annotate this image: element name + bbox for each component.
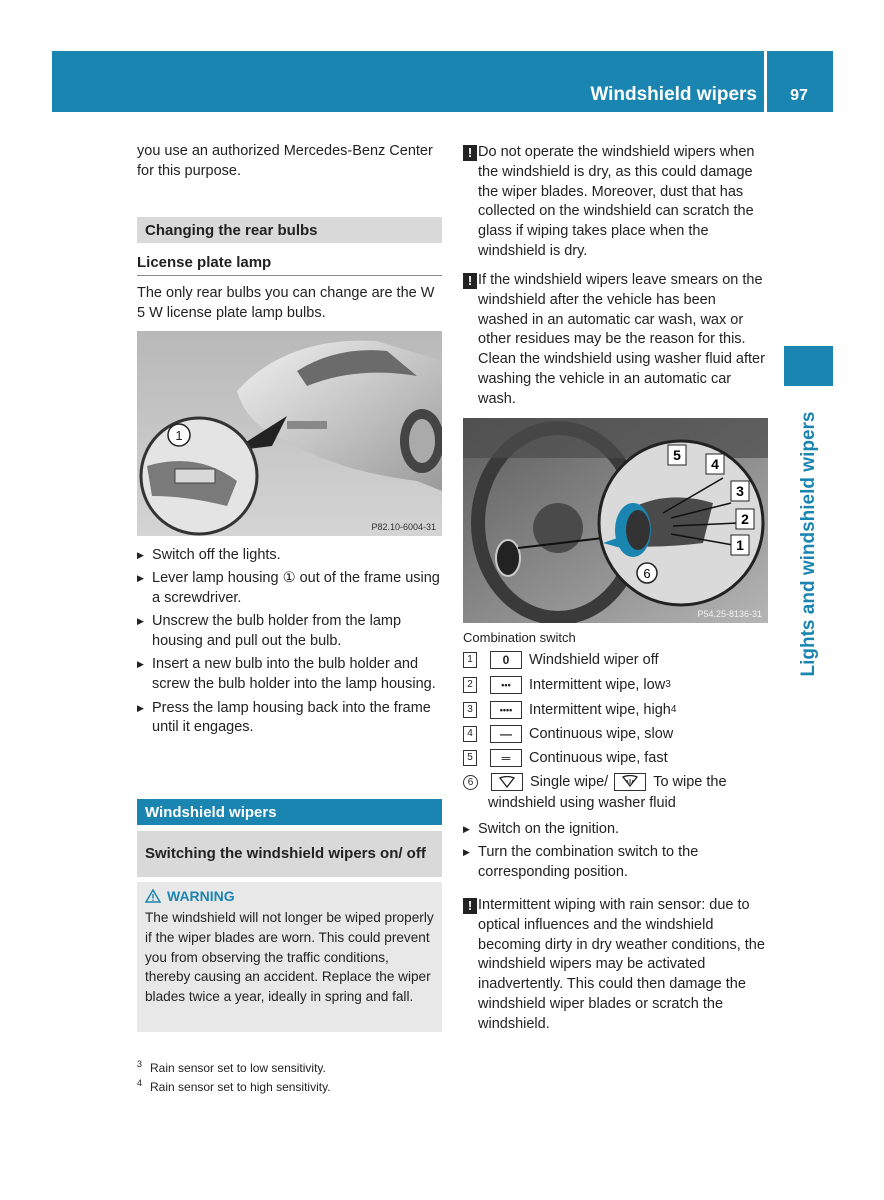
list-item: ▶ Turn the combination switch to the corresponding position. <box>463 843 769 883</box>
footnote-text: Rain sensor set to high sensitivity. <box>150 1080 331 1094</box>
list-item: ▶ Press the lamp housing back into the frame until it engages. <box>137 699 442 739</box>
item-label: Windshield wiper off <box>529 652 659 668</box>
item-number: 1 <box>463 652 477 668</box>
illustration-callout-1: 1 <box>175 428 183 443</box>
note-dry-windshield <box>463 143 769 262</box>
item-label: Intermittent wipe, high <box>529 702 671 718</box>
item-number: 6 <box>463 775 478 790</box>
combination-switch-illustration <box>463 418 768 623</box>
footnote-mark: 4 <box>137 1078 143 1088</box>
intermittent-low-icon: ••• <box>490 676 522 694</box>
image-code-right: P54.25-8136-31 <box>697 609 762 619</box>
warning-box <box>137 882 442 1032</box>
list-item: ▶ Lever lamp housing ① out of the frame using a screwdriver. <box>137 569 442 609</box>
list-item: ▶ Unscrew the bulb holder from the lamp housing and pull out the bulb. <box>137 612 442 652</box>
switch-item-1 <box>463 650 659 670</box>
item-label-c: windshield using washer fluid <box>488 795 676 811</box>
callout-2: 2 <box>741 511 749 527</box>
switch-steps <box>463 820 769 886</box>
footnote-3 <box>137 1056 326 1076</box>
item-label-b: To wipe the <box>653 774 727 790</box>
note-rain-sensor <box>463 896 769 1035</box>
list-item: ▶ Switch on the ignition. <box>463 820 769 840</box>
footnote-ref: 3 <box>665 679 671 690</box>
exclamation-icon: ! <box>463 273 477 289</box>
callout-6: 6 <box>643 566 651 581</box>
footnote-4 <box>137 1075 331 1095</box>
item-label: Intermittent wipe, low <box>529 677 666 693</box>
note-smears <box>463 271 769 410</box>
side-tab-marker <box>784 346 833 386</box>
intermittent-high-icon: •••• <box>490 701 522 719</box>
continuous-fast-icon: ═ <box>490 749 522 767</box>
footnote-text: Rain sensor set to low sensitivity. <box>150 1061 326 1075</box>
side-tab-label: Lights and windshield wipers <box>798 411 819 677</box>
switch-item-6 <box>463 772 727 792</box>
note-text: Do not operate the windshield wipers when the windshield is dry, as this could damage the wiper blades. Moreover, dust that has collected on the windshield can scratch the glass if wiping takes place when the windshield is dry. <box>478 144 755 259</box>
warning-header <box>145 888 434 904</box>
callout-5: 5 <box>673 447 681 463</box>
rear-bulb-illustration <box>137 331 442 536</box>
list-item: ▶ Switch off the lights. <box>137 546 442 566</box>
item-label: Continuous wipe, slow <box>529 726 674 742</box>
switch-item-6-cont <box>488 793 676 813</box>
section-heading-rear-bulbs: Changing the rear bulbs <box>137 217 442 243</box>
warning-text: The windshield will not longer be wiped properly if the wiper blades are worn. This could prevent you from observing the traffic conditions, thereby causing an accident. Replace the wiper blades twice a year, ideally in spring and fall. <box>145 910 434 1005</box>
page-number: 97 <box>790 87 808 104</box>
note-text: Intermittent wiping with rain sensor: due to optical influences and the windshield becoming dirty in dry weather conditions, the windshield wipers may be activated inadvertently. This could then damage the windshield wiper blades or scratch the windshield. <box>478 897 765 1032</box>
header-divider <box>764 51 767 112</box>
warning-triangle-icon <box>145 889 161 903</box>
washer-fluid-icon <box>614 773 646 791</box>
subheading-switching-wipers: Switching the windshield wipers on/ off <box>137 831 442 877</box>
intro-paragraph: you use an authorized Mercedes-Benz Center for this purpose. <box>137 143 433 179</box>
switch-item-5 <box>463 748 668 768</box>
switch-item-3 <box>463 700 676 720</box>
switch-item-2 <box>463 675 671 695</box>
warning-title: WARNING <box>167 888 235 904</box>
single-wipe-icon <box>491 773 523 791</box>
note-text: If the windshield wipers leave smears on the windshield after the vehicle has been washed in an automatic car wash, wax or other residues may be the reason for this. Clean the windshield using washer fluid after washing the vehicle in an automatic car wash. <box>478 272 765 407</box>
section-heading-windshield-wipers: Windshield wipers <box>137 799 442 825</box>
callout-4: 4 <box>711 456 719 472</box>
combination-switch-svg <box>463 418 768 623</box>
callout-1: 1 <box>736 537 744 553</box>
rear-bulb-steps <box>137 546 442 742</box>
item-label-a: Single wipe/ <box>530 774 609 790</box>
image-caption: Combination switch <box>463 630 576 645</box>
item-number: 4 <box>463 726 477 742</box>
subheading-license-plate-lamp: License plate lamp <box>137 254 442 276</box>
exclamation-icon: ! <box>463 145 477 161</box>
callout-3: 3 <box>736 483 744 499</box>
footnote-ref: 4 <box>670 704 677 715</box>
item-number: 3 <box>463 702 477 718</box>
exclamation-icon: ! <box>463 898 477 914</box>
page-title: Windshield wipers <box>590 84 757 105</box>
switch-item-4 <box>463 724 673 744</box>
wiper-off-icon: 0 <box>490 651 522 669</box>
item-number: 2 <box>463 677 477 693</box>
footnote-mark: 3 <box>137 1059 143 1069</box>
continuous-slow-icon: — <box>490 725 522 743</box>
car-rear-svg <box>137 331 442 536</box>
image-code-left: P82.10-6004-31 <box>371 522 436 532</box>
list-item: ▶ Insert a new bulb into the bulb holder and screw the bulb holder into the lamp housing. <box>137 655 442 695</box>
item-number: 5 <box>463 750 477 766</box>
item-label: Continuous wipe, fast <box>529 750 668 766</box>
license-plate-text: The only rear bulbs you can change are the W 5 W license plate lamp bulbs. <box>137 285 435 321</box>
